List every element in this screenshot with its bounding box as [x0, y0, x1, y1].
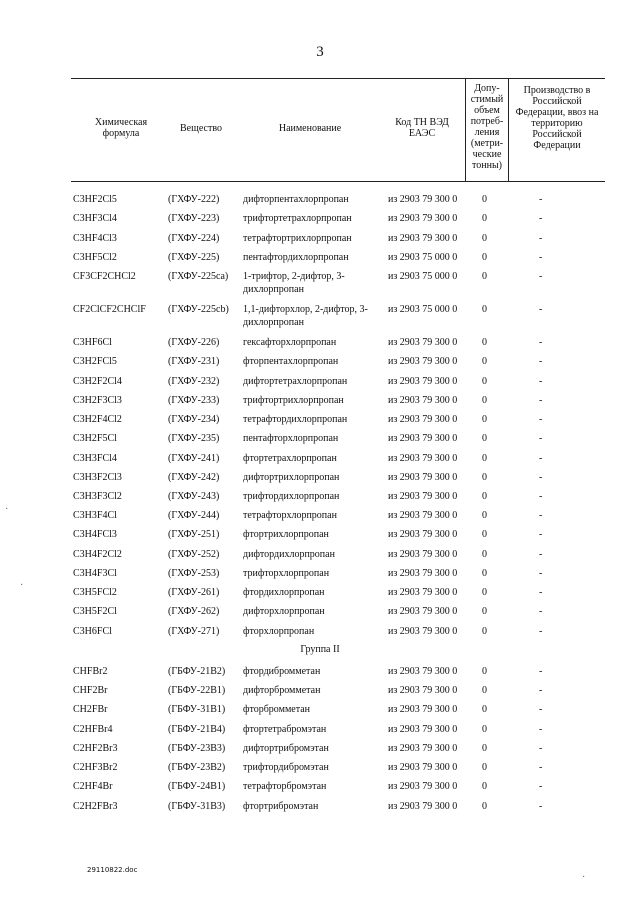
- table-row: [0, 490, 640, 504]
- cell-code: из 2903 79 300 0: [388, 491, 458, 502]
- cell-name: тетрафторбромэтан: [243, 781, 327, 792]
- cell-code: из 2903 79 300 0: [388, 743, 458, 754]
- cell-code: из 2903 79 300 0: [388, 356, 458, 367]
- cell-name: 1-трифтор, 2-дифтор, 3-дихлорпропан: [243, 271, 345, 295]
- cell-substance: (ГБФУ-24В1): [168, 781, 226, 792]
- cell-substance: (ГХФУ-222): [168, 194, 220, 205]
- table-row: [0, 336, 640, 350]
- cell-substance: (ГХФУ-224): [168, 233, 220, 244]
- cell-formula: C2HFBr4: [73, 724, 113, 735]
- cell-name: дифтортетрахлорпропан: [243, 376, 348, 387]
- cell-formula: CF3CF2CHCl2: [73, 271, 136, 282]
- cell-code: из 2903 79 300 0: [388, 587, 458, 598]
- cell-production: -: [539, 762, 543, 773]
- cell-name: дифтортрибромэтан: [243, 743, 329, 754]
- cell-name: трифтордибромэтан: [243, 762, 329, 773]
- cell-production: -: [539, 252, 543, 263]
- cell-substance: (ГХФУ-253): [168, 568, 220, 579]
- cell-name: фтордихлорпропан: [243, 587, 325, 598]
- cell-quantity: 0: [482, 433, 487, 444]
- table-row: [0, 742, 640, 756]
- cell-name: фтордибромметан: [243, 666, 321, 677]
- cell-production: -: [539, 587, 543, 598]
- cell-production: -: [539, 304, 543, 315]
- cell-substance: (ГБФУ-21В4): [168, 724, 226, 735]
- cell-code: из 2903 79 300 0: [388, 472, 458, 483]
- cell-name: фтортрихлорпропан: [243, 529, 329, 540]
- cell-production: -: [539, 549, 543, 560]
- cell-quantity: 0: [482, 213, 487, 224]
- cell-name: трифтортрихлорпропан: [243, 395, 344, 406]
- cell-quantity: 0: [482, 568, 487, 579]
- cell-formula: C3H2F2Cl4: [73, 376, 122, 387]
- cell-formula: C3H3F2Cl3: [73, 472, 122, 483]
- cell-name: фторхлорпропан: [243, 626, 315, 637]
- cell-quantity: 0: [482, 666, 487, 677]
- cell-substance: (ГБФУ-23В2): [168, 762, 226, 773]
- cell-code: из 2903 79 300 0: [388, 606, 458, 617]
- table-row: [0, 375, 640, 389]
- cell-production: -: [539, 233, 543, 244]
- cell-code: из 2903 79 300 0: [388, 568, 458, 579]
- table-row: [0, 212, 640, 226]
- table-row: [0, 452, 640, 466]
- cell-name: трифтортетрахлорпропан: [243, 213, 352, 224]
- cell-quantity: 0: [482, 337, 487, 348]
- cell-formula: C2HF2Br3: [73, 743, 118, 754]
- table-row: [0, 413, 640, 427]
- cell-substance: (ГБФУ-23В3): [168, 743, 226, 754]
- cell-substance: (ГХФУ-226): [168, 337, 220, 348]
- cell-production: -: [539, 414, 543, 425]
- cell-code: из 2903 79 300 0: [388, 433, 458, 444]
- cell-quantity: 0: [482, 626, 487, 637]
- cell-formula: C3H4F3Cl: [73, 568, 117, 579]
- cell-production: -: [539, 743, 543, 754]
- cell-formula: C3H3FCl4: [73, 453, 117, 464]
- cell-name: дифтордихлорпропан: [243, 549, 335, 560]
- cell-formula: CF2ClCF2CHClF: [73, 304, 146, 315]
- cell-production: -: [539, 356, 543, 367]
- cell-code: из 2903 79 300 0: [388, 666, 458, 677]
- cell-substance: (ГХФУ-261): [168, 587, 220, 598]
- cell-substance: (ГХФУ-262): [168, 606, 220, 617]
- cell-quantity: 0: [482, 781, 487, 792]
- cell-production: -: [539, 194, 543, 205]
- cell-name: трифтордихлорпропан: [243, 491, 340, 502]
- scan-mark: ·: [5, 504, 9, 515]
- cell-code: из 2903 79 300 0: [388, 724, 458, 735]
- table-row: [0, 723, 640, 737]
- cell-formula: C3H2FCl5: [73, 356, 117, 367]
- cell-code: из 2903 79 300 0: [388, 510, 458, 521]
- cell-production: -: [539, 271, 543, 282]
- cell-production: -: [539, 801, 543, 812]
- cell-name: дифторбромметан: [243, 685, 321, 696]
- cell-production: -: [539, 724, 543, 735]
- cell-production: -: [539, 529, 543, 540]
- cell-quantity: 0: [482, 252, 487, 263]
- table-row: [0, 703, 640, 717]
- cell-formula: C2HF4Br: [73, 781, 113, 792]
- cell-name: тетрафтортрихлорпропан: [243, 233, 352, 244]
- cell-quantity: 0: [482, 271, 487, 282]
- cell-name: дифторхлорпропан: [243, 606, 325, 617]
- header-code: Код ТН ВЭД ЕАЭС: [395, 117, 449, 139]
- cell-formula: C3H2F5Cl: [73, 433, 117, 444]
- cell-formula: C3H4FCl3: [73, 529, 117, 540]
- cell-substance: (ГХФУ-231): [168, 356, 220, 367]
- cell-formula: C3HF3Cl4: [73, 213, 117, 224]
- cell-production: -: [539, 337, 543, 348]
- table-row: [0, 761, 640, 775]
- cell-quantity: 0: [482, 376, 487, 387]
- cell-code: из 2903 79 300 0: [388, 626, 458, 637]
- cell-quantity: 0: [482, 606, 487, 617]
- cell-code: из 2903 79 300 0: [388, 704, 458, 715]
- table-header-bottom-rule: [71, 181, 605, 182]
- cell-quantity: 0: [482, 472, 487, 483]
- cell-name: дифтортрихлорпропан: [243, 472, 340, 483]
- table-row: [0, 625, 640, 639]
- cell-name: тетрафтордихлорпропан: [243, 414, 348, 425]
- table-row: [0, 780, 640, 794]
- header-substance: Вещество: [180, 123, 222, 134]
- cell-quantity: 0: [482, 762, 487, 773]
- cell-name: фтортетрабромэтан: [243, 724, 327, 735]
- cell-production: -: [539, 606, 543, 617]
- cell-substance: (ГХФУ-234): [168, 414, 220, 425]
- cell-name: 1,1-дифторхлор, 2-дифтор, 3-дихлорпропан: [243, 304, 368, 328]
- cell-name: гексафторхлорпропан: [243, 337, 337, 348]
- table-row: [0, 251, 640, 265]
- cell-production: -: [539, 213, 543, 224]
- cell-quantity: 0: [482, 491, 487, 502]
- cell-production: -: [539, 395, 543, 406]
- table-row: [0, 684, 640, 698]
- cell-production: -: [539, 491, 543, 502]
- cell-name: тетрафторхлорпропан: [243, 510, 337, 521]
- cell-quantity: 0: [482, 356, 487, 367]
- header-name: Наименование: [278, 123, 342, 134]
- cell-code: из 2903 79 300 0: [388, 762, 458, 773]
- group-title: Группа II: [300, 644, 340, 655]
- table-row: [0, 270, 640, 298]
- cell-formula: CHF2Br: [73, 685, 108, 696]
- table-row: [0, 800, 640, 814]
- table-row: [0, 355, 640, 369]
- cell-code: из 2903 79 300 0: [388, 194, 458, 205]
- cell-name: дифторпентахлорпропан: [243, 194, 349, 205]
- cell-quantity: 0: [482, 304, 487, 315]
- cell-code: из 2903 79 300 0: [388, 529, 458, 540]
- cell-formula: C3H2F4Cl2: [73, 414, 122, 425]
- cell-code: из 2903 79 300 0: [388, 685, 458, 696]
- scan-mark: ·: [582, 872, 586, 883]
- header-quantity: Допу- стимый объем потреб- ления (метри- ческие тонны): [470, 83, 504, 171]
- cell-substance: (ГБФУ-31В3): [168, 801, 226, 812]
- cell-production: -: [539, 510, 543, 521]
- cell-quantity: 0: [482, 724, 487, 735]
- table-row: [0, 471, 640, 485]
- cell-production: -: [539, 568, 543, 579]
- cell-formula: CH2FBr: [73, 704, 108, 715]
- cell-production: -: [539, 685, 543, 696]
- cell-substance: (ГХФУ-243): [168, 491, 220, 502]
- cell-substance: (ГХФУ-225cb): [168, 304, 229, 315]
- cell-substance: (ГХФУ-244): [168, 510, 220, 521]
- table-row: [0, 394, 640, 408]
- cell-production: -: [539, 666, 543, 677]
- footer-file-name: 29110822.doc: [87, 866, 138, 874]
- cell-formula: CHFBr2: [73, 666, 108, 677]
- cell-quantity: 0: [482, 510, 487, 521]
- cell-production: -: [539, 781, 543, 792]
- cell-substance: (ГХФУ-241): [168, 453, 220, 464]
- cell-name: пентафторхлорпропан: [243, 433, 339, 444]
- cell-quantity: 0: [482, 194, 487, 205]
- cell-substance: (ГХФУ-225ca): [168, 271, 229, 282]
- cell-substance: (ГХФУ-252): [168, 549, 220, 560]
- cell-formula: C3HF6Cl: [73, 337, 112, 348]
- cell-code: из 2903 79 300 0: [388, 453, 458, 464]
- cell-production: -: [539, 376, 543, 387]
- cell-quantity: 0: [482, 743, 487, 754]
- cell-quantity: 0: [482, 529, 487, 540]
- header-formula: Химическая формула: [94, 117, 148, 139]
- cell-production: -: [539, 626, 543, 637]
- cell-code: из 2903 79 300 0: [388, 376, 458, 387]
- cell-quantity: 0: [482, 587, 487, 598]
- cell-code: из 2903 75 000 0: [388, 271, 458, 282]
- cell-production: -: [539, 453, 543, 464]
- cell-quantity: 0: [482, 685, 487, 696]
- cell-quantity: 0: [482, 233, 487, 244]
- table-row: [0, 528, 640, 542]
- table-row: [0, 605, 640, 619]
- cell-substance: (ГХФУ-235): [168, 433, 220, 444]
- scan-mark: ·: [20, 580, 24, 591]
- table-top-rule: [71, 78, 605, 79]
- cell-code: из 2903 79 300 0: [388, 549, 458, 560]
- cell-code: из 2903 79 300 0: [388, 233, 458, 244]
- table-row: [0, 193, 640, 207]
- cell-code: из 2903 79 300 0: [388, 414, 458, 425]
- header-production: Производство в Российской Федерации, ввоз на территорию Российской Федерации: [515, 85, 599, 151]
- cell-substance: (ГХФУ-251): [168, 529, 220, 540]
- cell-quantity: 0: [482, 704, 487, 715]
- cell-formula: C3H6FCl: [73, 626, 112, 637]
- cell-formula: C3H5FCl2: [73, 587, 117, 598]
- cell-substance: (ГБФУ-31В1): [168, 704, 226, 715]
- cell-code: из 2903 79 300 0: [388, 781, 458, 792]
- cell-substance: (ГХФУ-232): [168, 376, 220, 387]
- page-number: 3: [316, 44, 324, 60]
- cell-substance: (ГХФУ-225): [168, 252, 220, 263]
- cell-code: из 2903 79 300 0: [388, 213, 458, 224]
- cell-production: -: [539, 433, 543, 444]
- cell-formula: C3H5F2Cl: [73, 606, 117, 617]
- table-row: [0, 665, 640, 679]
- table-row: [0, 509, 640, 523]
- cell-substance: (ГХФУ-233): [168, 395, 220, 406]
- table-row: [0, 567, 640, 581]
- table-row: [0, 432, 640, 446]
- cell-name: фторбромметан: [243, 704, 310, 715]
- cell-formula: C2HF3Br2: [73, 762, 118, 773]
- cell-formula: C2H2FBr3: [73, 801, 118, 812]
- cell-name: фтортрибромэтан: [243, 801, 319, 812]
- cell-quantity: 0: [482, 395, 487, 406]
- cell-substance: (ГБФУ-22В1): [168, 685, 226, 696]
- cell-quantity: 0: [482, 549, 487, 560]
- cell-formula: C3H3F4Cl: [73, 510, 117, 521]
- cell-formula: C3H3F3Cl2: [73, 491, 122, 502]
- cell-formula: C3H2F3Cl3: [73, 395, 122, 406]
- cell-production: -: [539, 704, 543, 715]
- cell-name: трифторхлорпропан: [243, 568, 330, 579]
- cell-code: из 2903 75 000 0: [388, 252, 458, 263]
- cell-code: из 2903 79 300 0: [388, 337, 458, 348]
- cell-name: фтортетрахлорпропан: [243, 453, 337, 464]
- cell-quantity: 0: [482, 414, 487, 425]
- table-row: [0, 303, 640, 331]
- table-row: [0, 586, 640, 600]
- cell-formula: C3HF2Cl5: [73, 194, 117, 205]
- cell-formula: C3H4F2Cl2: [73, 549, 122, 560]
- cell-formula: C3HF4Cl3: [73, 233, 117, 244]
- table-row: [0, 232, 640, 246]
- cell-name: фторпентахлорпропан: [243, 356, 339, 367]
- cell-code: из 2903 75 000 0: [388, 304, 458, 315]
- cell-quantity: 0: [482, 801, 487, 812]
- cell-production: -: [539, 472, 543, 483]
- cell-substance: (ГБФУ-21В2): [168, 666, 226, 677]
- cell-substance: (ГХФУ-223): [168, 213, 220, 224]
- cell-name: пентафтордихлорпропан: [243, 252, 349, 263]
- cell-code: из 2903 79 300 0: [388, 801, 458, 812]
- cell-substance: (ГХФУ-242): [168, 472, 220, 483]
- cell-substance: (ГХФУ-271): [168, 626, 220, 637]
- cell-quantity: 0: [482, 453, 487, 464]
- cell-formula: C3HF5Cl2: [73, 252, 117, 263]
- table-row: [0, 548, 640, 562]
- cell-code: из 2903 79 300 0: [388, 395, 458, 406]
